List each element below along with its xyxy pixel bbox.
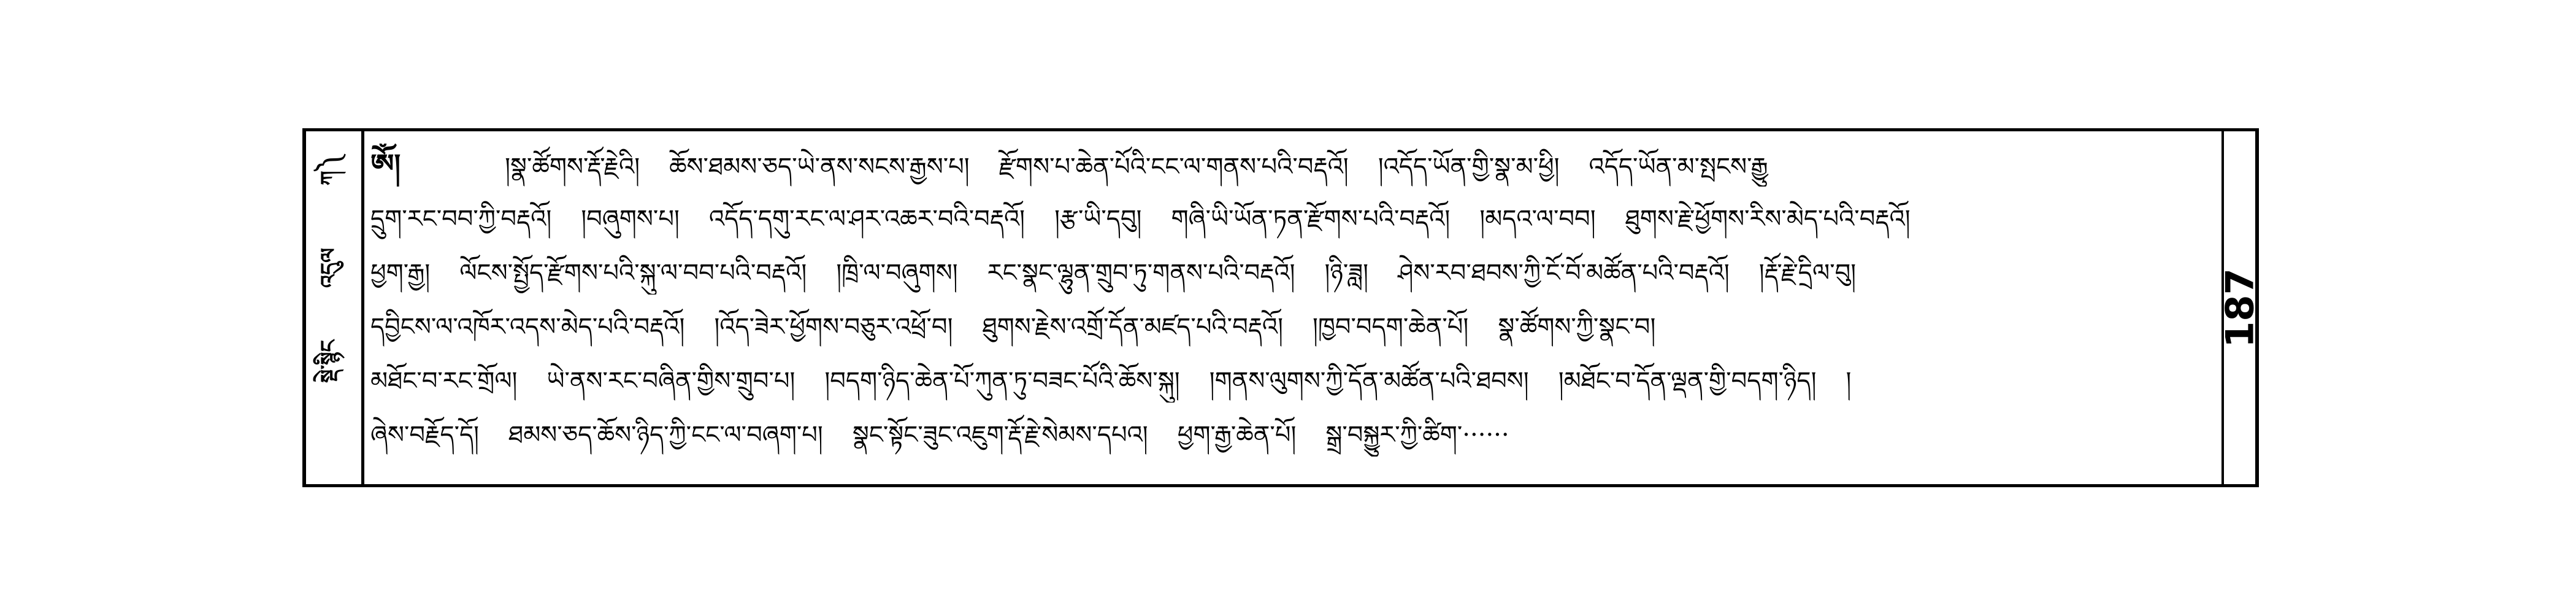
left-margin <box>306 131 364 484</box>
text-segment: འདོད་དགུ་རང་ལ་ཤར་འཆར་བའི་བརྡའོ། <box>708 205 1025 233</box>
text-segment: །རྡོ་རྗེ་དྲིལ་བུ། <box>1758 259 1857 287</box>
text-segment: རང་སྣང་ལྷུན་གྲུབ་ཏུ་གནས་པའི་བརྡའོ། <box>987 259 1295 287</box>
text-segment: །ཁྱབ་བདག་ཆེན་པོ། <box>1312 313 1469 341</box>
text-segment: །ཁྲི་ལ་བཞུགས། <box>836 259 958 287</box>
text-line <box>370 360 2215 403</box>
text-segment: །འདོད་ཡོན་གྱི་སྣ་མ་ཕྱི། <box>1378 153 1560 181</box>
text-segment: ཆོས་ཐམས་ཅད་ཡེ་ནས་སངས་རྒྱས་པ། <box>669 153 970 181</box>
folio-text <box>370 144 2215 472</box>
text-line <box>370 198 2215 241</box>
text-line <box>370 306 2215 349</box>
text-segment: །གནས་ལུགས་ཀྱི་དོན་མཚོན་པའི་ཐབས། <box>1209 367 1529 395</box>
text-segment: ། <box>1846 367 1852 395</box>
text-segment: །སྣ་ཚོགས་རྡོ་རྗེའི། <box>505 153 640 181</box>
text-segment: །རྩ་ཡི་དབུ། <box>1054 205 1142 233</box>
text-segment: །བདག་ཉིད་ཆེན་པོ་ཀུན་ཏུ་བཟང་པོའི་ཆོས་སྐུ། <box>824 367 1180 395</box>
text-segment: མཐོང་བ་རང་གྲོལ། <box>370 367 518 395</box>
right-margin <box>2217 131 2262 484</box>
text-segment: །མཐོང་བ་དོན་ལྡན་གྱི་བདག་ཉིད། <box>1558 367 1817 395</box>
margin-label-stack <box>318 156 355 463</box>
text-line <box>370 414 2215 457</box>
text-segment: །བཞུགས་པ། <box>581 205 680 233</box>
text-segment: སྒྲ་བསྐྱུར་ཀྱི་ཚིག་······ <box>1325 421 1509 449</box>
text-segment: སྣ་ཚོགས་ཀྱི་སྣང་བ། <box>1498 313 1656 341</box>
text-line <box>370 252 2215 295</box>
text-segment: ལོངས་སྤྱོད་རྫོགས་པའི་སྐུ་ལ་བབ་པའི་བརྡའོ། <box>459 259 807 287</box>
text-segment: ཕྱག་རྒྱ། <box>370 259 431 287</box>
text-line <box>370 144 2215 187</box>
text-segment: དྲུག་རང་བབ་ཀྱི་བརྡའོ། <box>370 205 552 233</box>
volume-label: ཀ༽ <box>316 156 341 186</box>
page-number: 187 <box>2217 268 2262 348</box>
text-segment: ཐམས་ཅད་ཆོས་ཉིད་ཀྱི་ངང་ལ་བཞག་པ། <box>508 421 823 449</box>
text-segment: འདོད་ཡོན་མ་སྤངས་རྒྱུ <box>1589 153 1768 181</box>
text-segment: དབྱིངས་ལ་འཁོར་འདས་མེད་པའི་བརྡའོ། <box>370 313 685 341</box>
text-segment: རྫོགས་པ་ཆེན་པོའི་ངང་ལ་གནས་པའི་བརྡའོ། <box>999 153 1349 181</box>
text-segment: གཞི་ཡི་ཡོན་ཏན་རྫོགས་པའི་བརྡའོ། <box>1171 205 1451 233</box>
text-title-label: སྡེ་སྙིང <box>316 340 341 383</box>
text-segment: སྣང་སྟོང་ཟུང་འཇུག་རྡོ་རྗེ་སེམས་དཔའ། <box>852 421 1148 449</box>
text-segment: །མདའ་ལ་བབ། <box>1479 205 1596 233</box>
opening-mark: ༀ། <box>370 148 401 182</box>
pecha-folio <box>302 128 2262 487</box>
text-segment: ཤེས་རབ་ཐབས་ཀྱི་ངོ་བོ་མཚོན་པའི་བརྡའོ། <box>1398 259 1730 287</box>
text-segment: ཐུགས་རྗེས་འགྲོ་དོན་མཛད་པའི་བརྡའོ། <box>982 313 1283 341</box>
text-segment: །འོད་ཟེར་ཕྱོགས་བཅུར་འཕྲོ་བ། <box>714 313 953 341</box>
text-segment: ཡེ་ནས་རང་བཞིན་གྱིས་གྲུབ་པ། <box>546 367 795 395</box>
text-segment: ཕྱག་རྒྱ་ཆེན་པོ། <box>1177 421 1297 449</box>
section-label: འདུལ <box>316 248 341 288</box>
text-segment: །ཉི་ཟླ། <box>1324 259 1369 287</box>
text-segment: ཞེས་བརྗོད་དོ། <box>370 421 480 449</box>
text-segment: ཐུགས་རྗེ་ཕྱོགས་རིས་མེད་པའི་བརྡའོ། <box>1625 205 1911 233</box>
